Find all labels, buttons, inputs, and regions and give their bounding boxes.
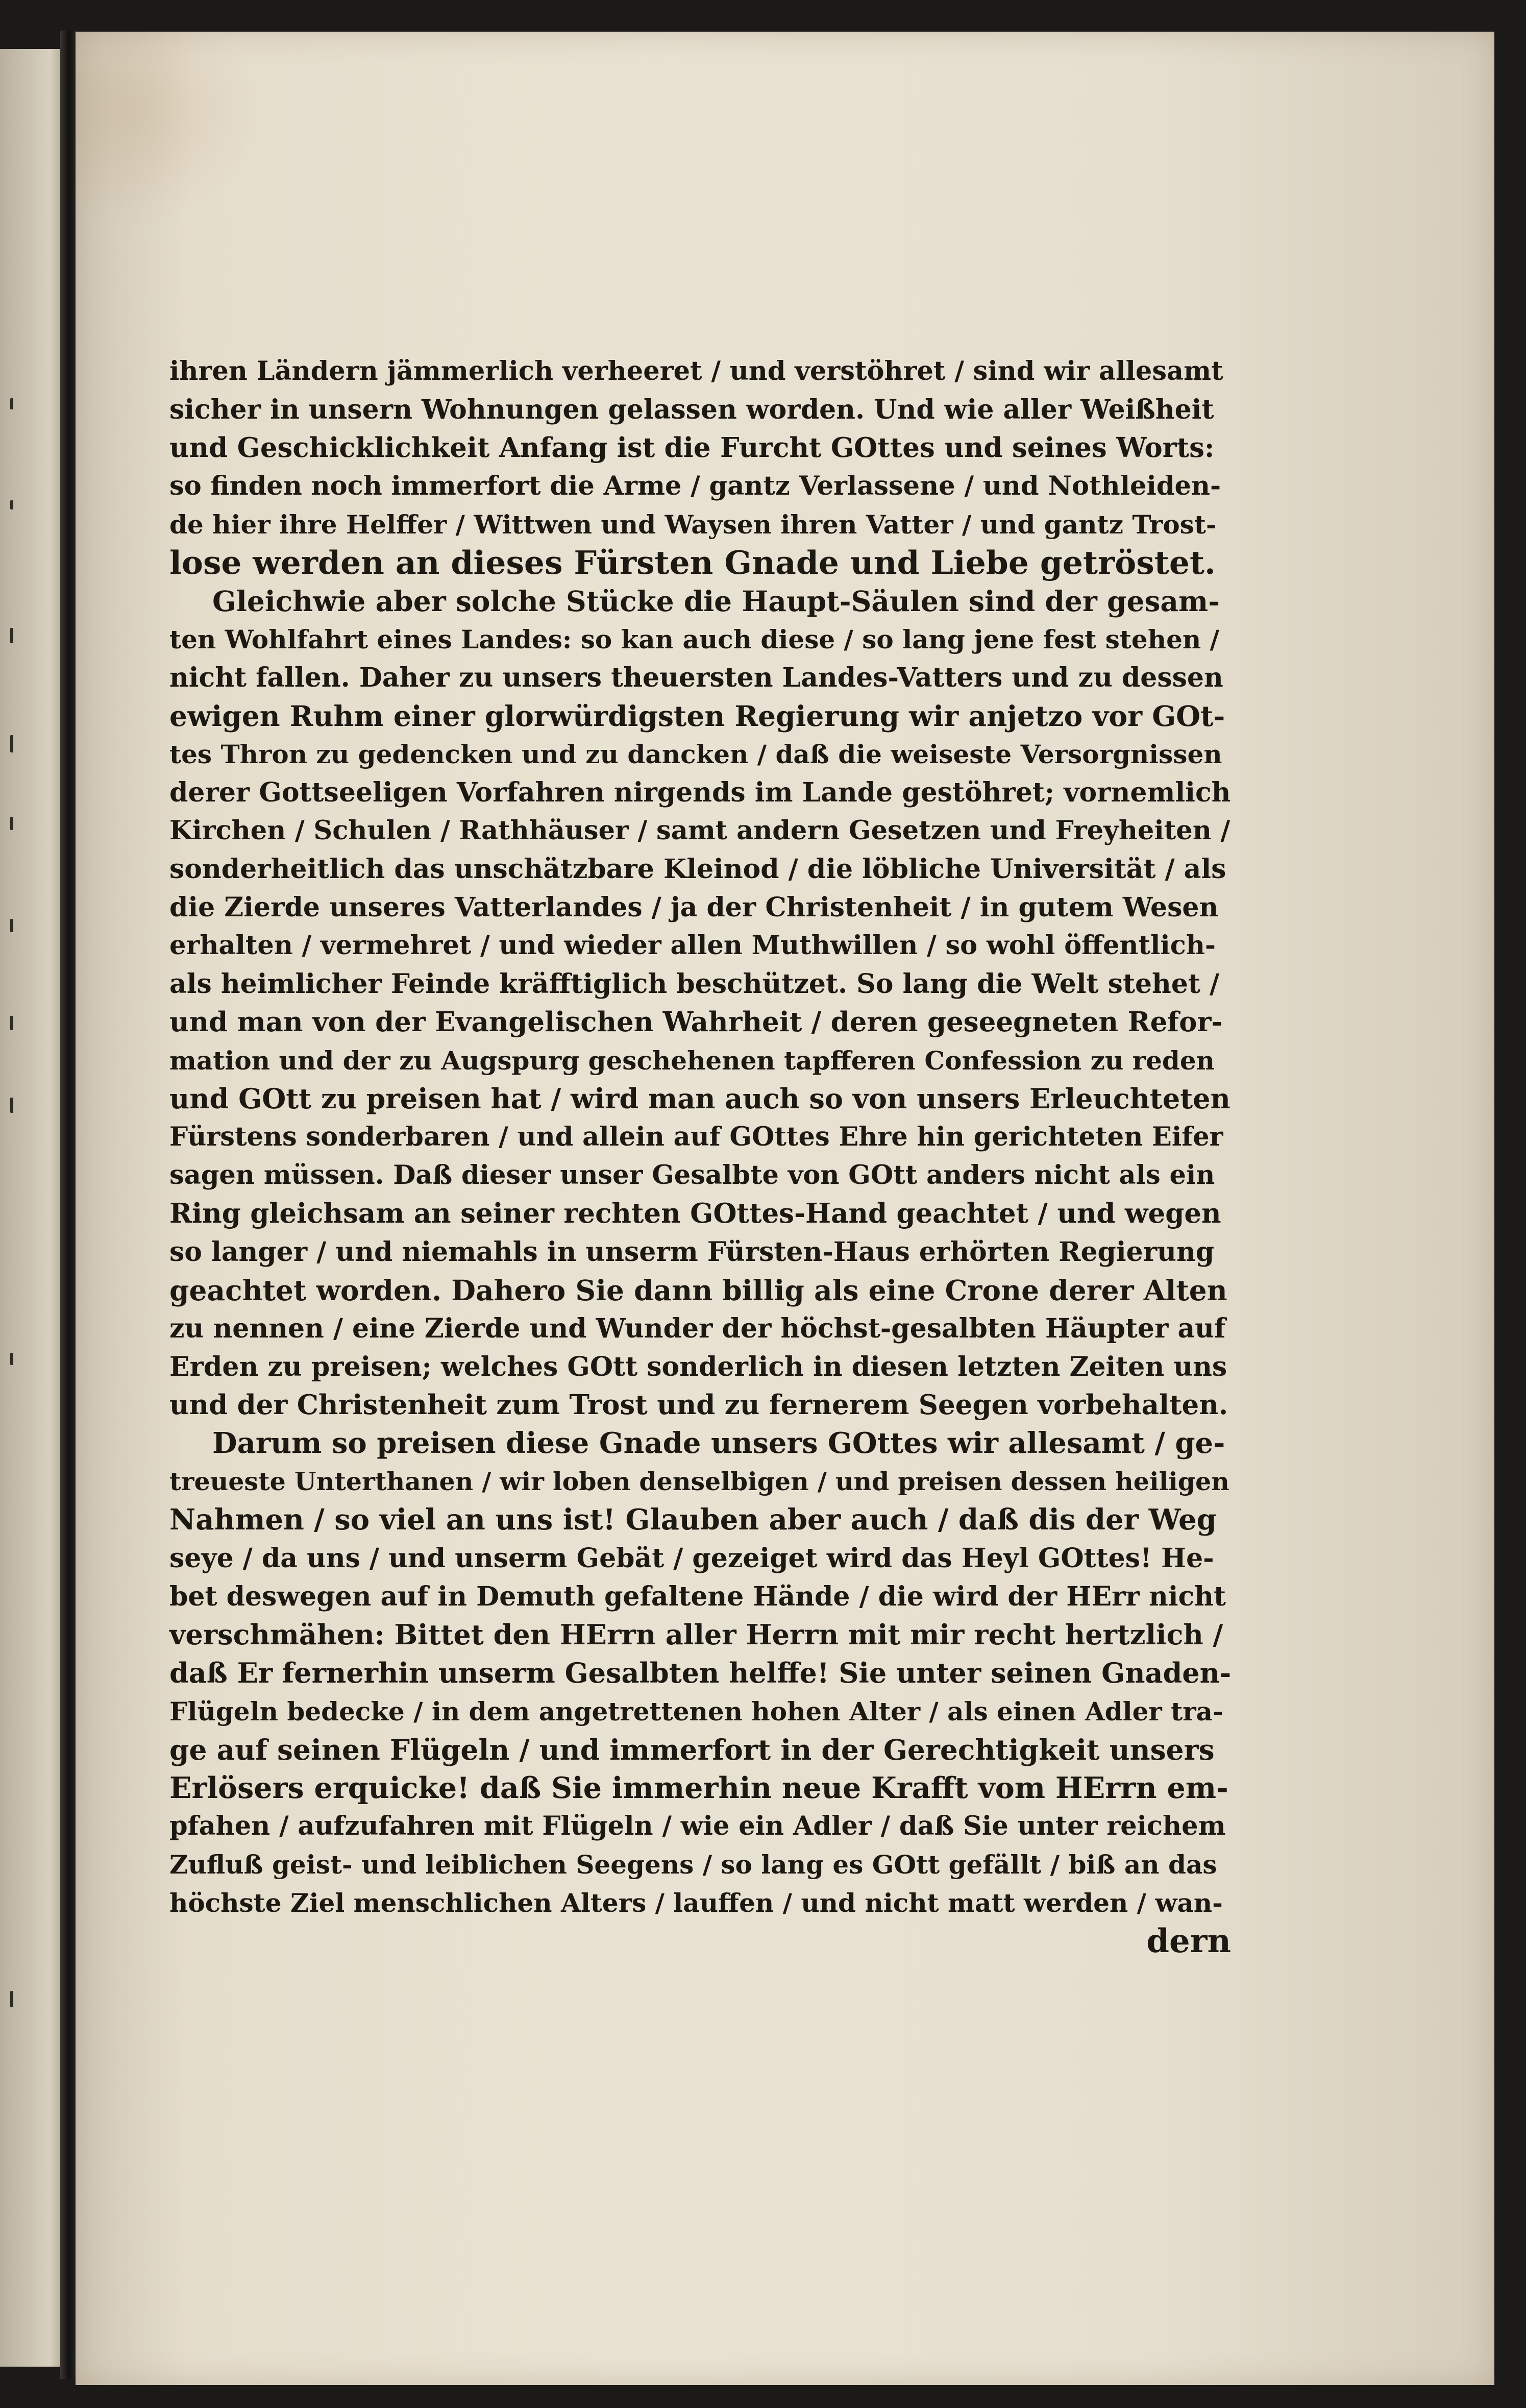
left-page-mark — [10, 1353, 13, 1365]
page-text-block — [169, 352, 1231, 1960]
text-line: ewigen Ruhm einer glorwürdigsten Regierung wir anjetzo vor GOt- — [169, 699, 1225, 733]
left-page-mark — [10, 398, 13, 409]
text-line: und der Christenheit zum Trost und zu fernerem Seegen vorbehalten. — [169, 1389, 1228, 1421]
left-page-mark — [10, 500, 13, 509]
text-line: lose werden an dieses Fürsten Gnade und Liebe getröstet. — [169, 544, 1216, 581]
text-line: sonderheitlich das unschätzbare Kleinod / die löbliche Universität / als — [169, 854, 1226, 885]
text-line: höchste Ziel menschlichen Alters / lauffen / und nicht matt werden / wan- — [169, 1888, 1223, 1918]
text-line: geachtet worden. Dahero Sie dann billig als eine Crone derer Alten — [169, 1274, 1227, 1307]
left-page-mark — [10, 735, 13, 752]
text-line: sagen müssen. Daß dieser unser Gesalbte von GOtt anders nicht als ein — [169, 1160, 1215, 1190]
text-line: und Geschicklichkeit Anfang ist die Furcht GOttes und seines Worts: — [169, 432, 1215, 464]
text-line: ten Wohlfahrt eines Landes: so kan auch diese / so lang jene fest stehen / — [169, 624, 1219, 654]
text-line: und GOtt zu preisen hat / wird man auch so von unsers Erleuchteten — [169, 1082, 1230, 1115]
text-line: tes Thron zu gedencken und zu dancken / daß die weiseste Versorgnissen — [169, 739, 1222, 769]
left-page-mark — [10, 1016, 13, 1030]
text-line: de hier ihre Helffer / Wittwen und Waysen ihren Vatter / und gantz Trost- — [169, 509, 1217, 540]
text-line: bet deswegen auf in Demuth gefaltene Hände / die wird der HErr nicht — [169, 1581, 1226, 1612]
text-line: verschmähen: Bittet den HErrn aller Herrn mit mir recht hertzlich / — [169, 1618, 1223, 1651]
text-line: ihren Ländern jämmerlich verheeret / und verstöhret / sind wir allesamt — [169, 356, 1223, 386]
text-line: zu nennen / eine Zierde und Wunder der höchst-gesalbten Häupter auf — [169, 1313, 1226, 1344]
left-page-mark — [10, 817, 13, 830]
text-line: mation und der zu Augspurg geschehenen tapfferen Confession zu reden — [169, 1045, 1215, 1076]
text-line: erhalten / vermehret / und wieder allen Muthwillen / so wohl öffentlich- — [169, 930, 1216, 961]
text-line: ge auf seinen Flügeln / und immerfort in der Gerechtigkeit unsers — [169, 1733, 1215, 1766]
left-page-mark — [10, 628, 13, 643]
text-line: Ring gleichsam an seiner rechten GOttes-Hand geachtet / und wegen — [169, 1198, 1221, 1229]
left-page-mark — [10, 919, 13, 932]
text-line: Fürstens sonderbaren / und allein auf GOttes Ehre hin gerichteten Eifer — [169, 1122, 1223, 1152]
text-line: sicher in unsern Wohnungen gelassen worden. Und wie aller Weißheit — [169, 394, 1214, 425]
left-page-mark — [10, 1991, 13, 2007]
text-line: Erlösers erquicke! daß Sie immerhin neue Krafft vom HErrn em- — [169, 1771, 1228, 1805]
book-gutter — [60, 31, 78, 2379]
text-line: als heimlicher Feinde kräfftiglich beschützet. So lang die Welt stehet / — [169, 968, 1220, 1000]
text-line: Zufluß geist- und leiblichen Seegens / so lang es GOtt gefällt / biß an das — [169, 1850, 1217, 1880]
text-line: Flügeln bedecke / in dem angetrettenen hohen Alter / als einen Adler tra- — [169, 1696, 1223, 1726]
catchword: dern — [1146, 1922, 1231, 1960]
text-line: derer Gottseeligen Vorfahren nirgends im Lande gestöhret; vornemlich — [169, 777, 1231, 808]
text-line: pfahen / aufzufahren mit Flügeln / wie ein Adler / daß Sie unter reichem — [169, 1811, 1226, 1841]
text-line: nicht fallen. Daher zu unsers theuersten Landes-Vatters und zu dessen — [169, 662, 1223, 693]
text-line: Kirchen / Schulen / Rathhäuser / samt andern Gesetzen und Freyheiten / — [169, 815, 1230, 846]
text-line: so langer / und niemahls in unserm Fürsten-Haus erhörten Regierung — [169, 1236, 1215, 1268]
text-line: treueste Unterthanen / wir loben denselbigen / und preisen dessen heiligen — [169, 1467, 1229, 1496]
text-line: seye / da uns / und unserm Gebät / gezeiget wird das Heyl GOttes! He- — [169, 1543, 1214, 1574]
text-line: Erden zu preisen; welches GOtt sonderlich in diesen letzten Zeiten uns — [169, 1351, 1227, 1382]
text-line: so finden noch immerfort die Arme / gantz Verlassene / und Nothleiden- — [169, 471, 1221, 501]
text-line: und man von der Evangelischen Wahrheit / deren geseegneten Refor- — [169, 1006, 1223, 1038]
text-line: die Zierde unseres Vatterlandes / ja der Christenheit / in gutem Wesen — [169, 892, 1219, 923]
page-stain — [76, 32, 259, 226]
text-line: Darum so preisen diese Gnade unsers GOttes wir allesamt / ge- — [212, 1426, 1225, 1460]
text-line: Nahmen / so viel an uns ist! Glauben aber auch / daß dis der Weg — [169, 1503, 1217, 1537]
text-line: daß Er fernerhin unserm Gesalbten helffe! Sie unter seinen Gnaden- — [169, 1657, 1232, 1689]
left-page-mark — [10, 1098, 13, 1113]
text-line: Gleichwie aber solche Stücke die Haupt-Säulen sind der gesam- — [212, 585, 1220, 618]
